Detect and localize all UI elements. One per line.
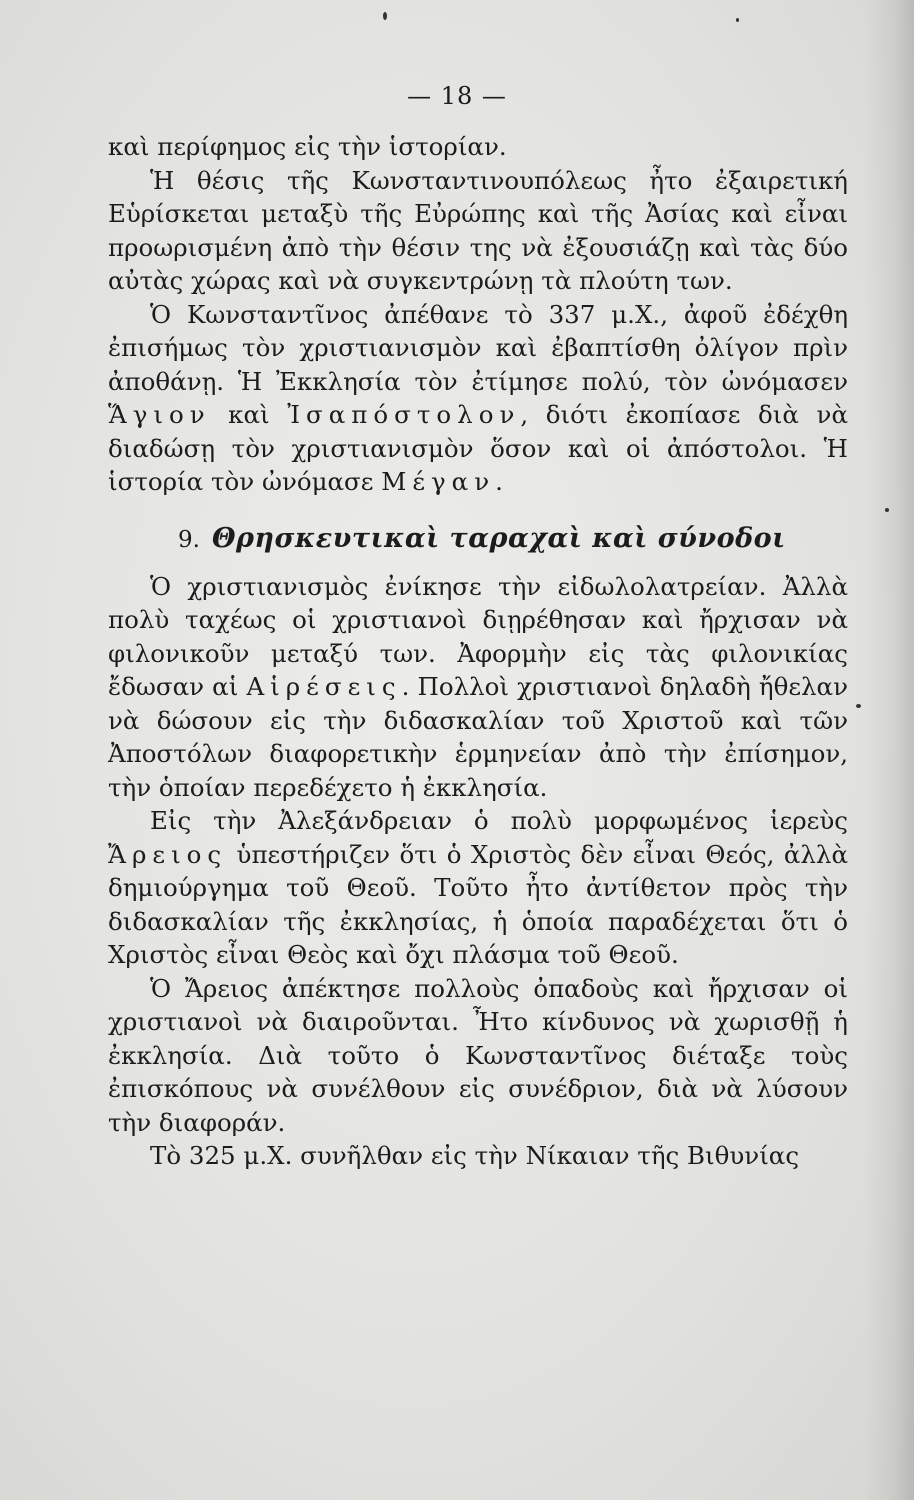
text-run: ὑπεστήριζεν ὅτι ὁ Χριστὸς δὲν εἶναι Θεός, ἀλλὰ δημιούργημα τοῦ Θεοῦ. Τοῦτο ἦτο ἀντίθετον πρὸς τὴν διδασκαλίαν τῆς ἐκκλησίας, ἡ ὁποία παραδέχεται ὅτι ὁ Χριστὸς εἶναι Θεὸς καὶ ὄχι πλάσμα τοῦ Θεοῦ. (108, 839, 848, 969)
text-run: Εἰς τὴν Ἀλεξάνδρειαν ὁ πολὺ μορφωμένος ἱερεὺς (150, 806, 848, 835)
paragraph-nicaea: Τὸ 325 μ.Χ. συνῆλθαν εἰς τὴν Νίκαιαν τῆς Βιθυνίας (150, 1141, 800, 1170)
paragraph-arius-followers: Ὁ Ἄρειος ἀπέκτησε πολλοὺς ὀπαδοὺς καὶ ἤρχισαν οἱ χριστιανοὶ νὰ διαιροῦνται. Ἦτο κίνδυνος νὰ χωρισθῇ ἡ ἐκκλησία. Διὰ τοῦτο ὁ Κωνσταντῖνος διέταξε τοὺς ἐπισκόπους νὰ συνέλθουν εἰς συνέδριον, διὰ νὰ λύσουν τὴν διαφοράν. (108, 973, 848, 1137)
section-heading (178, 521, 848, 558)
page-edge-shadow (864, 0, 914, 1500)
spaced-term: Ἅγιον (108, 400, 211, 429)
text-run: , διότι ἐκοπίασε διὰ νὰ διαδώσῃ τὸν χριστιανισμὸν ὅσον καὶ οἱ ἀπόστολοι. Ἡ ἱστορία τὸν ὠνόμασε (108, 400, 848, 496)
ink-speck (383, 12, 387, 20)
paragraph-constantinople-position: Ἡ θέσις τῆς Κωνσταντινουπόλεως ἦτο ἐξαιρετική Εὑρίσκεται μεταξὺ τῆς Εὐρώπης καὶ τῆς Ἀσίας καὶ εἶναι προωρισμένη ἀπὸ τὴν θέσιν της νὰ ἐξουσιάζῃ καὶ τὰς δύο αὐτὰς χώρας καὶ νὰ συγκεντρώνῃ τὰ πλούτη των. (108, 165, 848, 295)
paragraph-heresies (108, 570, 848, 805)
text-column (108, 130, 848, 1173)
section-title: Θρησκευτικαὶ ταραχαὶ καὶ σύνοδοι (211, 522, 786, 554)
text-run: . (495, 467, 503, 496)
ink-speck (736, 18, 739, 22)
text-run: καὶ (210, 400, 288, 429)
spaced-term: Αἱρέσεις (246, 672, 402, 701)
text-run: Ὁ Κωνσταντῖνος ἀπέθανε τὸ 337 μ.Χ., ἀφοῦ ἐδέχθη ἐπισήμως τὸν χριστιανισμὸν καὶ ἐβαπτίσθη ὀλίγον πρὶν ἀποθάνῃ. Ἡ Ἐκκλησία τὸν ἐτίμησε πολύ, τὸν ὠνόμασεν (108, 299, 848, 396)
page-number: — 18 — (407, 82, 507, 110)
text-run: . Πολλοὶ χριστιανοὶ δηλαδὴ ἤθελαν νὰ δώσουν εἰς τὴν διδασκαλίαν τοῦ Χριστοῦ καὶ τῶν Ἀποστόλων διαφορετικὴν ἑρμηνείαν ἀπὸ τὴν ἐπίσημον, τὴν ὁποίαν περεδέχετο ἡ ἐκκλησία. (108, 672, 848, 802)
paragraph-constantine-death (108, 298, 848, 499)
spaced-term: Ἰσαπόστολον (287, 400, 521, 429)
section-number: 9. (178, 526, 200, 553)
ink-speck (856, 704, 861, 708)
spaced-term: Μέγαν (381, 467, 496, 496)
paragraph-continuation: καὶ περίφημος εἰς τὴν ἱστορίαν. (108, 132, 507, 161)
spaced-term: Ἄρειος (108, 839, 228, 869)
ink-speck (885, 508, 889, 512)
paragraph-arius (108, 804, 848, 972)
text-run: Ὁ χριστιανισμὸς ἐνίκησε τὴν εἰδωλολατρείαν. Ἀλλὰ πολὺ ταχέως οἱ χριστιανοὶ διῃρέθησαν καὶ ἤρχισαν νὰ φιλονικοῦν μεταξύ των. Ἀφορμὴν εἰς τὰς φιλονικίας ἔδωσαν αἱ (108, 571, 848, 701)
